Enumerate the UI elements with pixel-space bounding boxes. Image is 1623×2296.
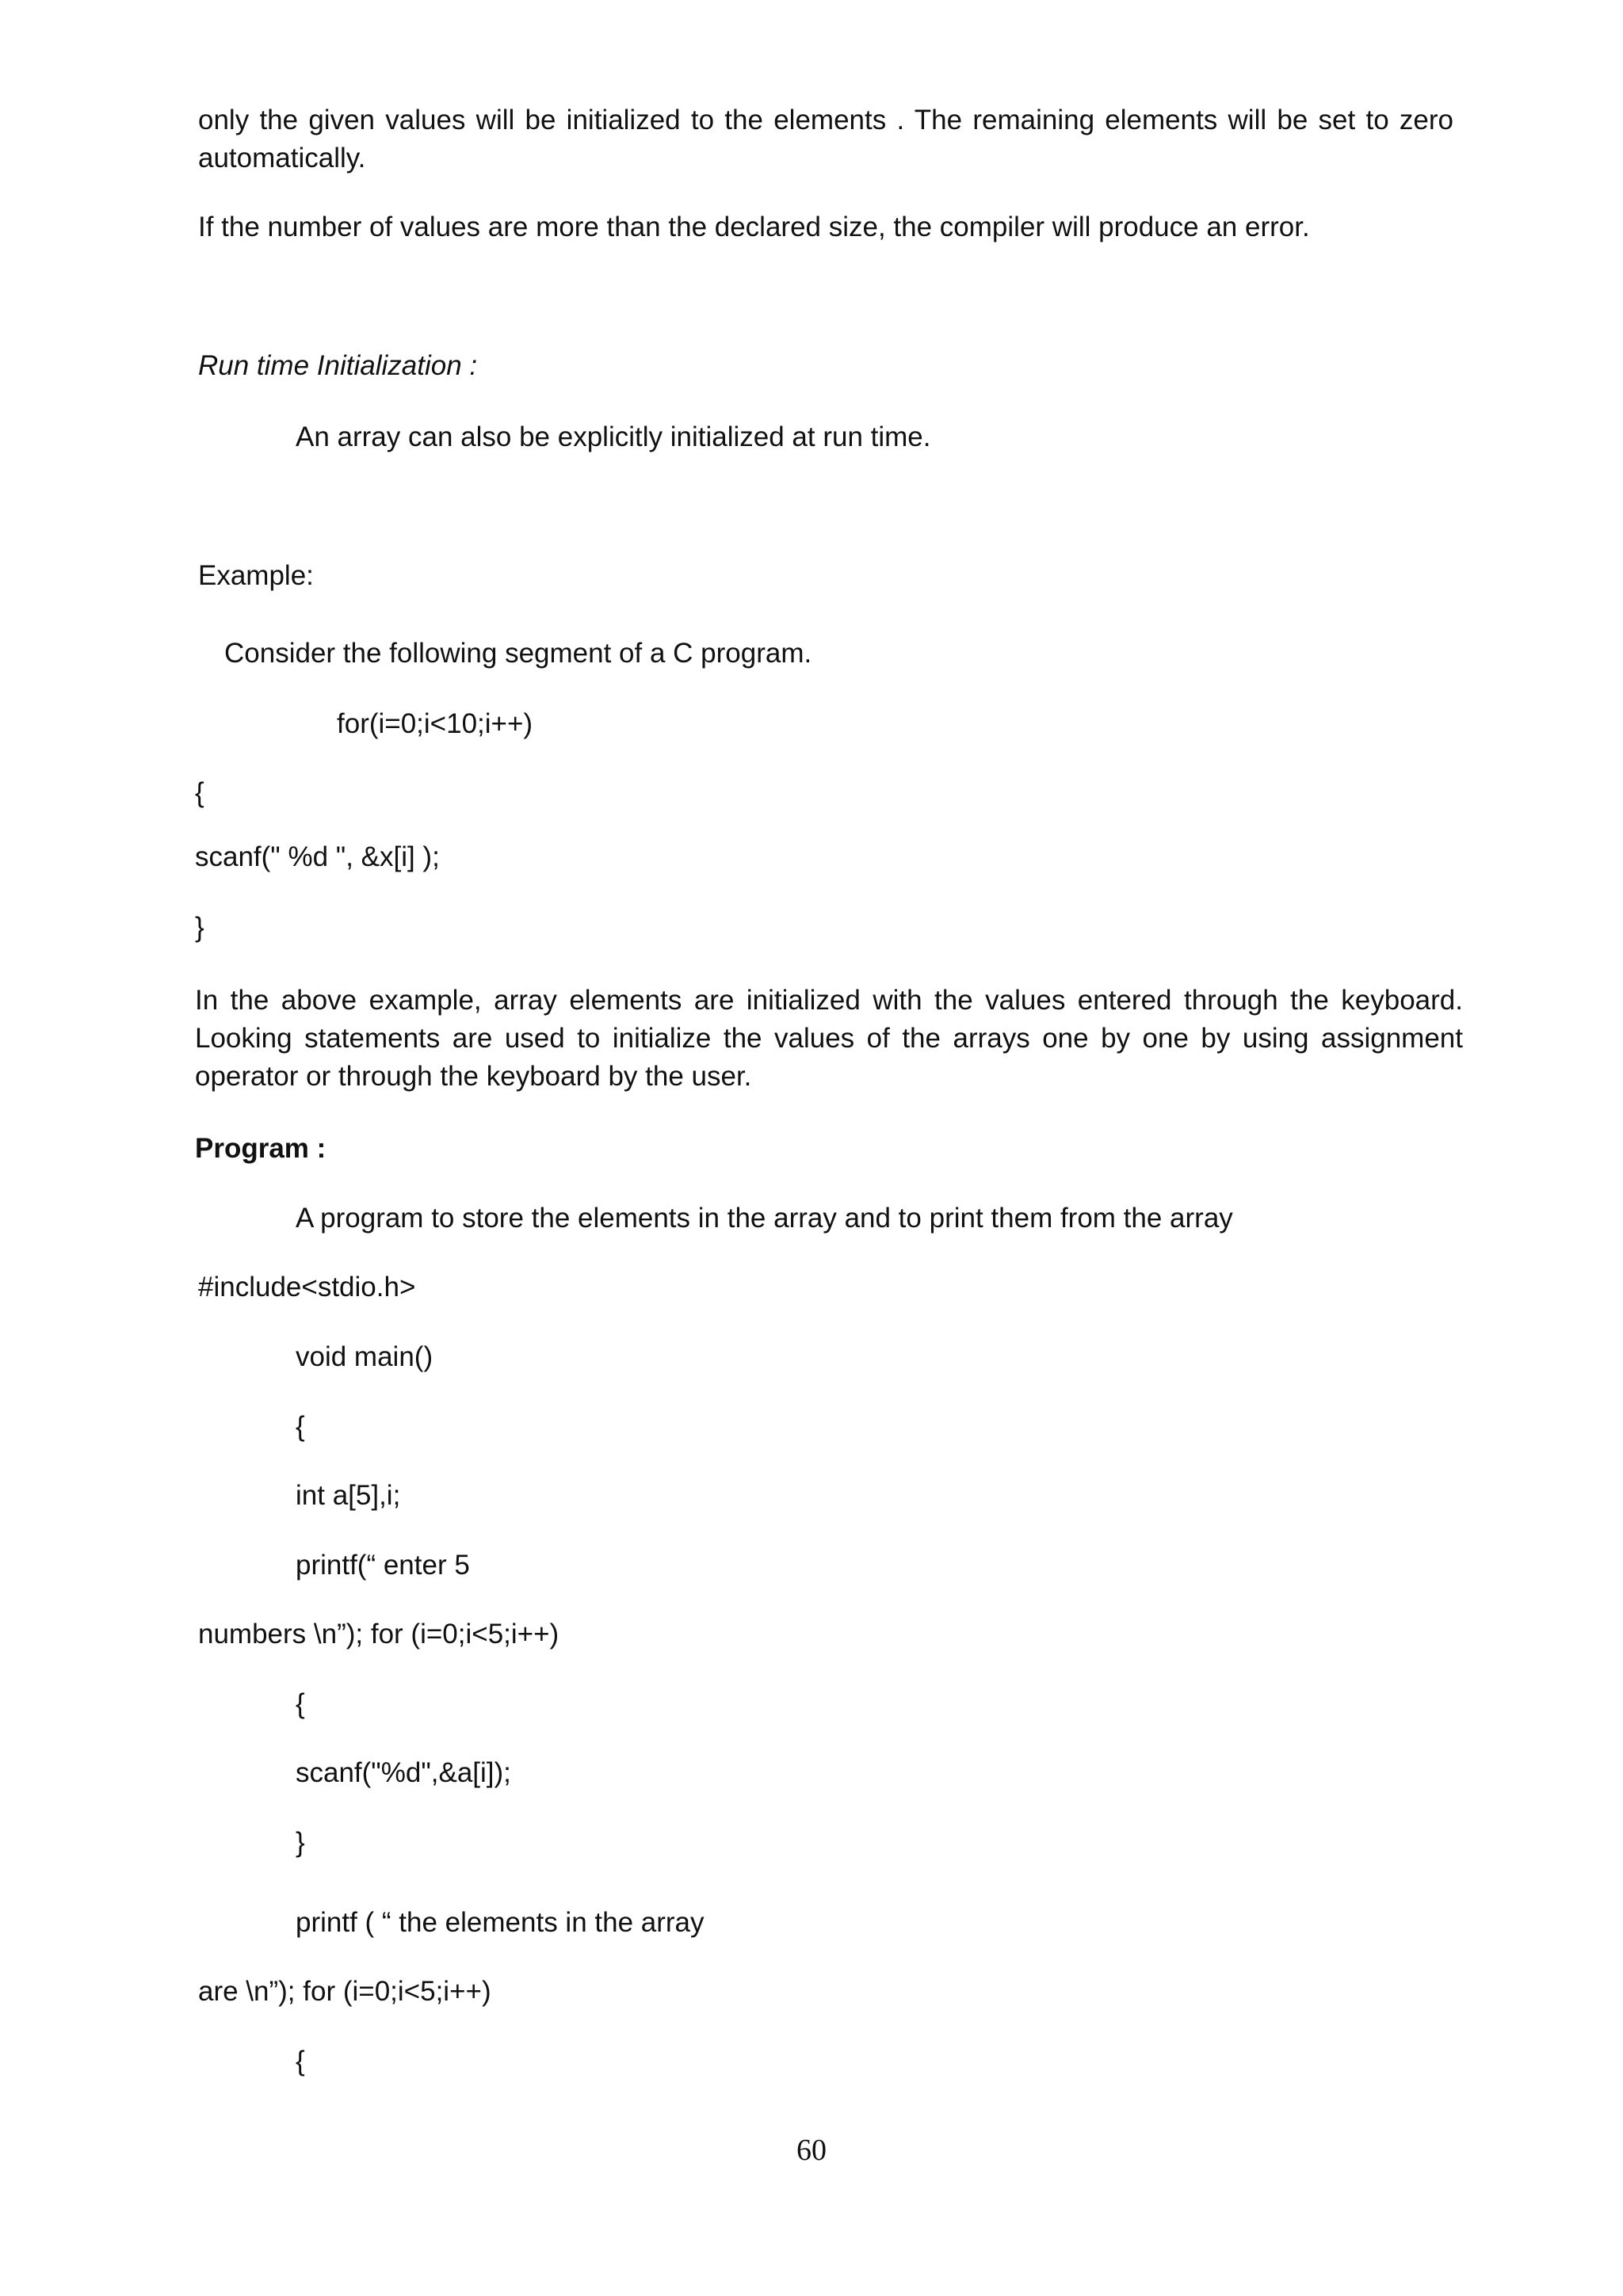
program-are-loop: are \n”); for (i=0;i<5;i++) bbox=[198, 1976, 491, 2007]
example-label: Example: bbox=[198, 560, 314, 591]
paragraph-consider: Consider the following segment of a C program. bbox=[224, 638, 812, 669]
program-printf-enter: printf(“ enter 5 bbox=[296, 1550, 470, 1581]
code-open-brace: { bbox=[195, 777, 204, 808]
code-close-brace: } bbox=[195, 912, 204, 943]
program-loop-close-brace: } bbox=[296, 1827, 305, 1858]
paragraph-above-example: In the above example, array elements are initialized with the values entered through the keyboard. Looking statements are used to initialize the values of the arrays one by one by using assignment operator or through the keyboard by the user. bbox=[195, 985, 1463, 1092]
page-number: 60 bbox=[796, 2134, 827, 2167]
code-scanf: scanf(" %d ", &x[i] ); bbox=[195, 841, 440, 872]
program-declaration: int a[5],i; bbox=[296, 1480, 401, 1511]
program-printf-elements: printf ( “ the elements in the array bbox=[296, 1907, 705, 1938]
paragraph-runtime: An array can also be explicitly initialized at run time. bbox=[296, 421, 931, 452]
heading-runtime-initialization: Run time Initialization : bbox=[198, 350, 478, 381]
heading-program: Program : bbox=[195, 1133, 327, 1164]
program-loop-open-brace: { bbox=[296, 1688, 305, 1719]
paragraph-error: If the number of values are more than the declared size, the compiler will produce an error. bbox=[198, 212, 1310, 242]
program-main: void main() bbox=[296, 1341, 433, 1372]
program-second-loop-open-brace: { bbox=[296, 2046, 305, 2077]
program-numbers-loop: numbers \n”); for (i=0;i<5;i++) bbox=[198, 1619, 559, 1650]
program-include: #include<stdio.h> bbox=[198, 1272, 416, 1302]
program-open-brace: { bbox=[296, 1411, 305, 1442]
code-for-loop: for(i=0;i<10;i++) bbox=[337, 708, 533, 739]
program-scanf: scanf("%d",&a[i]); bbox=[296, 1757, 511, 1788]
paragraph-program-description: A program to store the elements in the array and to print them from the array bbox=[296, 1203, 1233, 1234]
paragraph-intro: only the given values will be initialized to the elements . The remaining elements will be set to zero automatically. bbox=[198, 105, 1453, 174]
